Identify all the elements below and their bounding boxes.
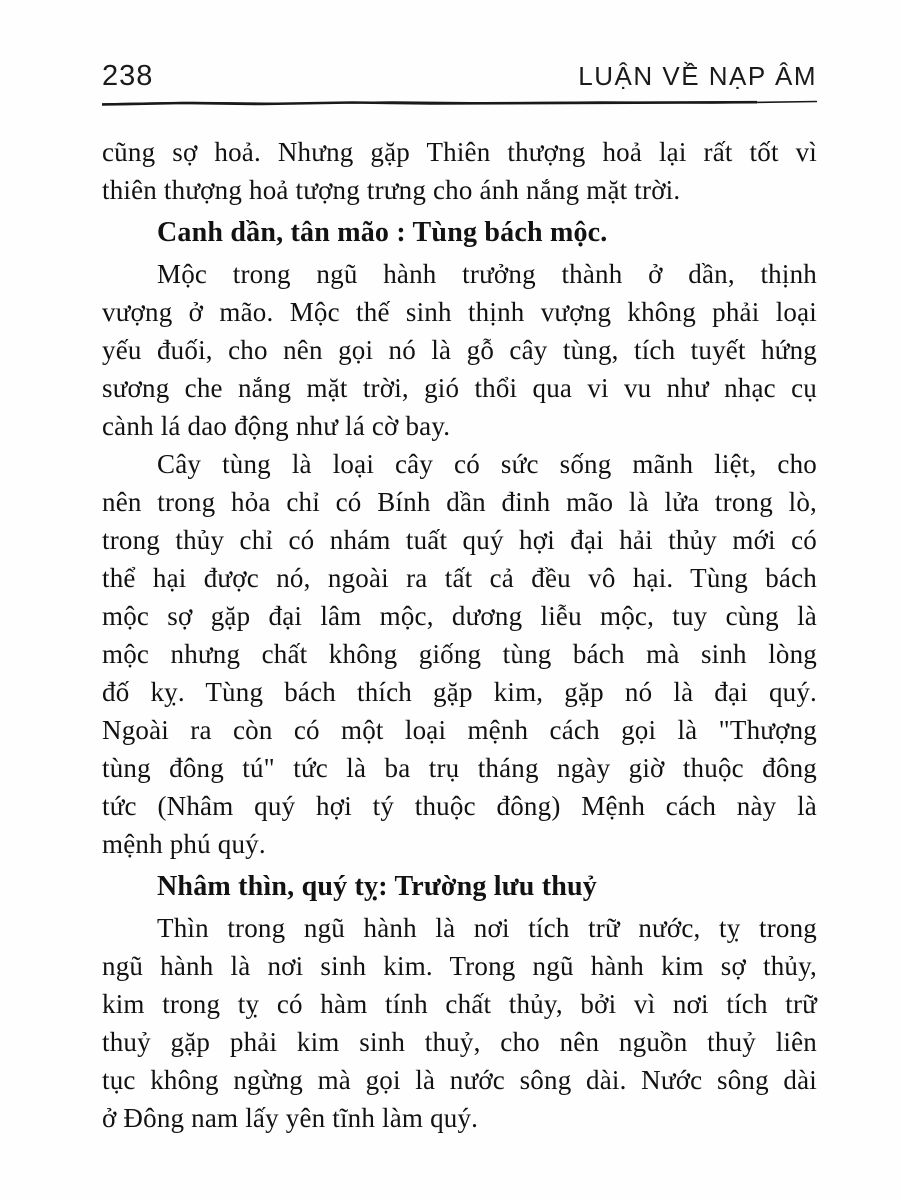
text-line: thuỷ gặp phải kim sinh thuỷ, cho nên nguồn thuỷ liên: [102, 1027, 817, 1057]
section-heading: Canh dần, tân mão : Tùng bách mộc.: [157, 217, 608, 248]
text-line: mệnh phú quý.: [102, 829, 266, 859]
text-line: mộc nhưng chất không giống tùng bách mà sinh lòng: [102, 639, 817, 669]
text-line: đố kỵ. Tùng bách thích gặp kim, gặp nó là đại quý.: [102, 677, 817, 707]
paragraph: [102, 445, 817, 863]
text-line: ngũ hành là nơi sinh kim. Trong ngũ hành kim sợ thủy,: [102, 951, 817, 981]
text-line: vượng ở mão. Mộc thế sinh thịnh vượng không phải loại: [102, 297, 817, 327]
text-line: trong thủy chỉ có nhám tuất quý hợi đại hải thủy mới có: [102, 525, 817, 555]
text-line: ở Đông nam lấy yên tĩnh làm quý.: [102, 1103, 479, 1133]
text-line: thiên thượng hoả tượng trưng cho ánh nắng mặt trời.: [102, 175, 681, 205]
text-line: mộc sợ gặp đại lâm mộc, dương liễu mộc, tuy cùng là: [102, 601, 817, 631]
section-heading: Nhâm thìn, quý tỵ: Trường lưu thuỷ: [157, 871, 597, 902]
text-line: tục không ngừng mà gọi là nước sông dài. Nước sông dài: [102, 1065, 817, 1095]
running-title: LUẬN VỀ NẠP ÂM: [578, 61, 817, 91]
text-line: Ngoài ra còn có một loại mệnh cách gọi là "Thượng: [102, 715, 817, 745]
text-line: tùng đông tú" tức là ba trụ tháng ngày giờ thuộc đông: [102, 753, 817, 783]
text-line: Thìn trong ngũ hành là nơi tích trữ nước, tỵ trong: [157, 913, 817, 943]
text-line: Cây tùng là loại cây có sức sống mãnh liệt, cho: [157, 449, 817, 479]
page-content: [102, 133, 817, 1137]
paragraph: [102, 909, 817, 1137]
text-line: cũng sợ hoả. Nhưng gặp Thiên thượng hoả lại rất tốt vì: [102, 137, 817, 167]
text-line: thể hại được nó, ngoài ra tất cả đều vô hại. Tùng bách: [102, 563, 817, 593]
text-line: tức (Nhâm quý hợi tý thuộc đông) Mệnh cách này là: [102, 791, 817, 821]
text-line: kim trong tỵ có hàm tính chất thủy, bởi vì nơi tích trữ: [102, 989, 817, 1019]
page-number: 238: [102, 60, 154, 92]
page-header: [102, 60, 817, 93]
paragraph: [102, 255, 817, 445]
paragraph: [102, 133, 817, 209]
text-line: Mộc trong ngũ hành trưởng thành ở dần, thịnh: [157, 259, 817, 289]
text-line: yếu đuối, cho nên gọi nó là gỗ cây tùng, tích tuyết hứng: [102, 335, 817, 365]
header-rule: [102, 98, 817, 108]
text-line: cành lá dao động như lá cờ bay.: [102, 411, 451, 441]
text-line: sương che nắng mặt trời, gió thổi qua vi vu như nhạc cụ: [102, 373, 817, 403]
text-line: nên trong hỏa chỉ có Bính dần đinh mão là lửa trong lò,: [102, 487, 817, 517]
